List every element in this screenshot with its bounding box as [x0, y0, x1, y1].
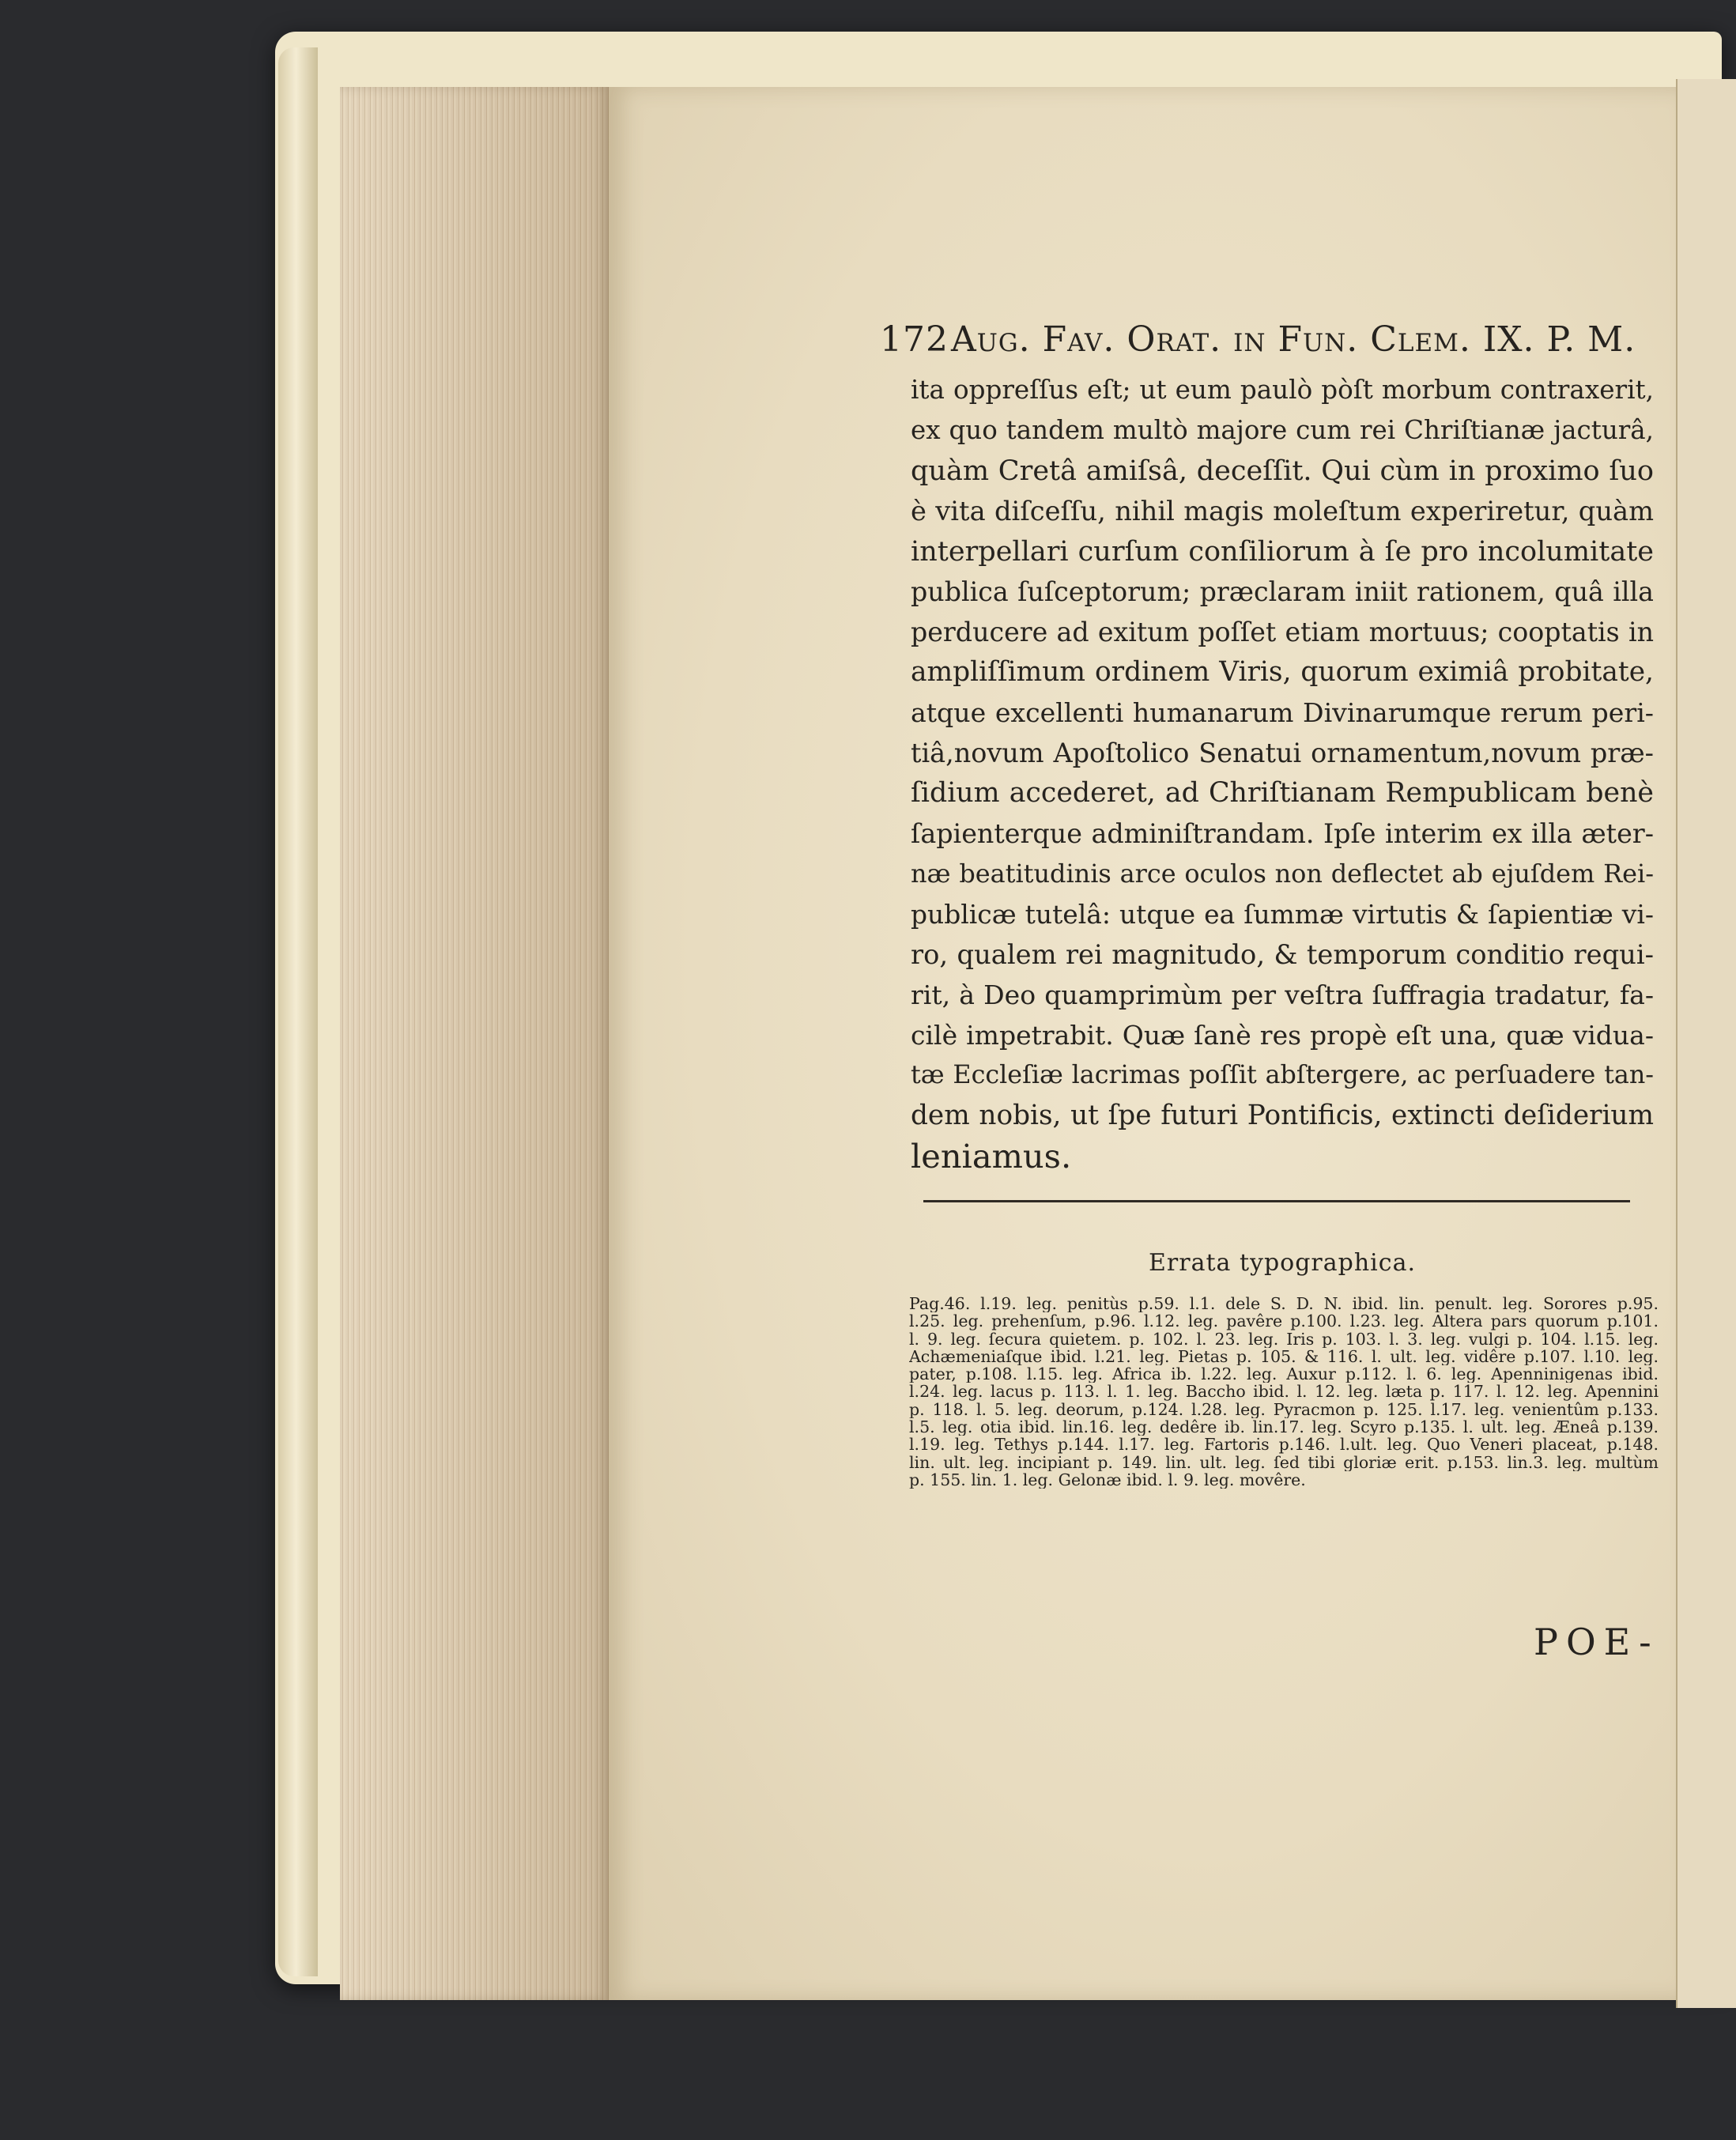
body-line: rit, à Deo quamprimùm per veſtra ſuffragia tradatur, fa-	[911, 979, 1654, 1010]
body-line: perducere ad exitum poſſet etiam mortuus; cooptatis in	[911, 617, 1654, 647]
errata-line: p. 118. l. 5. leg. deorum, p.124. l.28. leg. Pyracmon p. 125. l.17. leg. venientûm p.133.	[909, 1400, 1659, 1419]
body-line: tæ Eccleſiæ lacrimas poſſit abſtergere, ac perſuadere tan-	[911, 1061, 1654, 1089]
body-line: ampliſſimum ordinem Viris, quorum eximiâ probitate,	[911, 656, 1654, 688]
body-line: atque excellenti humanarum Divinarumque rerum peri-	[911, 697, 1654, 728]
errata-line: l.19. leg. Tethys p.144. l.17. leg. Fartoris p.146. l.ult. leg. Quo Veneri placeat, p.148.	[909, 1436, 1659, 1454]
body-line: cilè impetrabit. Quæ ſanè res propè eſt una, quæ vidua-	[911, 1020, 1654, 1051]
body-line: næ beatitudinis arce oculos non deflectet ab ejuſdem Rei-	[911, 859, 1654, 889]
errata-line: Achæmeniaſque ibid. l.21. leg. Pietas p. 105. & 116. l. ult. leg. vidêre p.107. l.10. leg.	[909, 1347, 1659, 1366]
body-line: ita oppreſſus eſt; ut eum paulò pòſt morbum contraxerit,	[911, 375, 1654, 405]
running-head-title: Aug. Fav. Orat. in Fun. Clem. IX. P. M.	[951, 319, 1636, 360]
errata-line: p. 155. lin. 1. leg. Gelonæ ibid. l. 9. leg. movêre.	[909, 1470, 1306, 1489]
body-line: tiâ,novum Apoſtolico Senatui ornamentum,novum præ-	[911, 738, 1654, 768]
horizontal-rule	[923, 1200, 1630, 1202]
errata-line: pater, p.108. l.15. leg. Africa ib. l.22. leg. Auxur p.112. l. 6. leg. Apenninigenas ibid.	[909, 1365, 1659, 1383]
body-line: è vita diſceſſu, nihil magis moleſtum experiretur, quàm	[911, 496, 1654, 527]
book-spine-edge	[278, 47, 318, 1976]
body-line: ſidium accederet, ad Chriſtianam Rempublicam benè	[911, 777, 1654, 809]
errata-line: lin. ult. leg. incipiant p. 149. lin. ult. leg. ſed tibi gloriæ erit. p.153. lin.3. leg. multùm	[909, 1453, 1659, 1471]
errata-line: l.5. leg. otia ibid. lin.16. leg. dedêre ib. lin.17. leg. Scyro p.135. l. ult. leg. Æneâ p.139.	[909, 1418, 1659, 1436]
body-text	[911, 370, 1654, 1176]
body-line: ro, qualem rei magnitudo, & temporum conditio requi-	[911, 939, 1654, 970]
facing-page-edge	[1676, 79, 1736, 2008]
body-line: leniamus.	[911, 1137, 1072, 1176]
body-line: publica ſuſceptorum; præclaram iniit rationem, quâ illa	[911, 576, 1654, 607]
errata-line: Pag.46. l.19. leg. penitùs p.59. l.1. dele S. D. N. ibid. lin. penult. leg. Sorores p.95.	[909, 1295, 1659, 1313]
body-line: interpellari curſum conſiliorum à ſe pro incolumitate	[911, 535, 1654, 568]
body-line: publicæ tutelâ: utque ea ſummæ virtutis & ſapientiæ vi-	[911, 899, 1654, 930]
errata-line: l.24. leg. lacus p. 113. l. 1. leg. Baccho ibid. l. 12. leg. læta p. 117. l. 12. leg. Apennini	[909, 1383, 1659, 1401]
body-line: ex quo tandem multò majore cum rei Chriſtianæ jacturâ,	[911, 415, 1654, 445]
errata-list	[909, 1295, 1659, 1489]
errata-line: l. 9. leg. ſecura quietem. p. 102. l. 23. leg. Iris p. 103. l. 3. leg. vulgi p. 104. l.15. leg.	[909, 1330, 1659, 1348]
catchword: POE-	[1534, 1621, 1659, 1663]
page-block-shading	[340, 87, 609, 2000]
body-line: dem nobis, ut ſpe futuri Pontificis, extincti deſiderium	[911, 1100, 1654, 1131]
errata-heading: Errata typographica.	[1149, 1249, 1416, 1277]
running-head	[880, 319, 1662, 367]
page-number: 172	[880, 319, 949, 360]
body-line: ſapienterque adminiſtrandam. Ipſe interim ex illa æter-	[911, 818, 1654, 849]
body-line: quàm Cretâ amiſsâ, deceſſit. Qui cùm in proximo ſuo	[911, 455, 1654, 487]
errata-line: l.25. leg. prehenſum, p.96. l.12. leg. pavêre p.100. l.23. leg. Altera pars quorum p.101.	[909, 1312, 1659, 1330]
